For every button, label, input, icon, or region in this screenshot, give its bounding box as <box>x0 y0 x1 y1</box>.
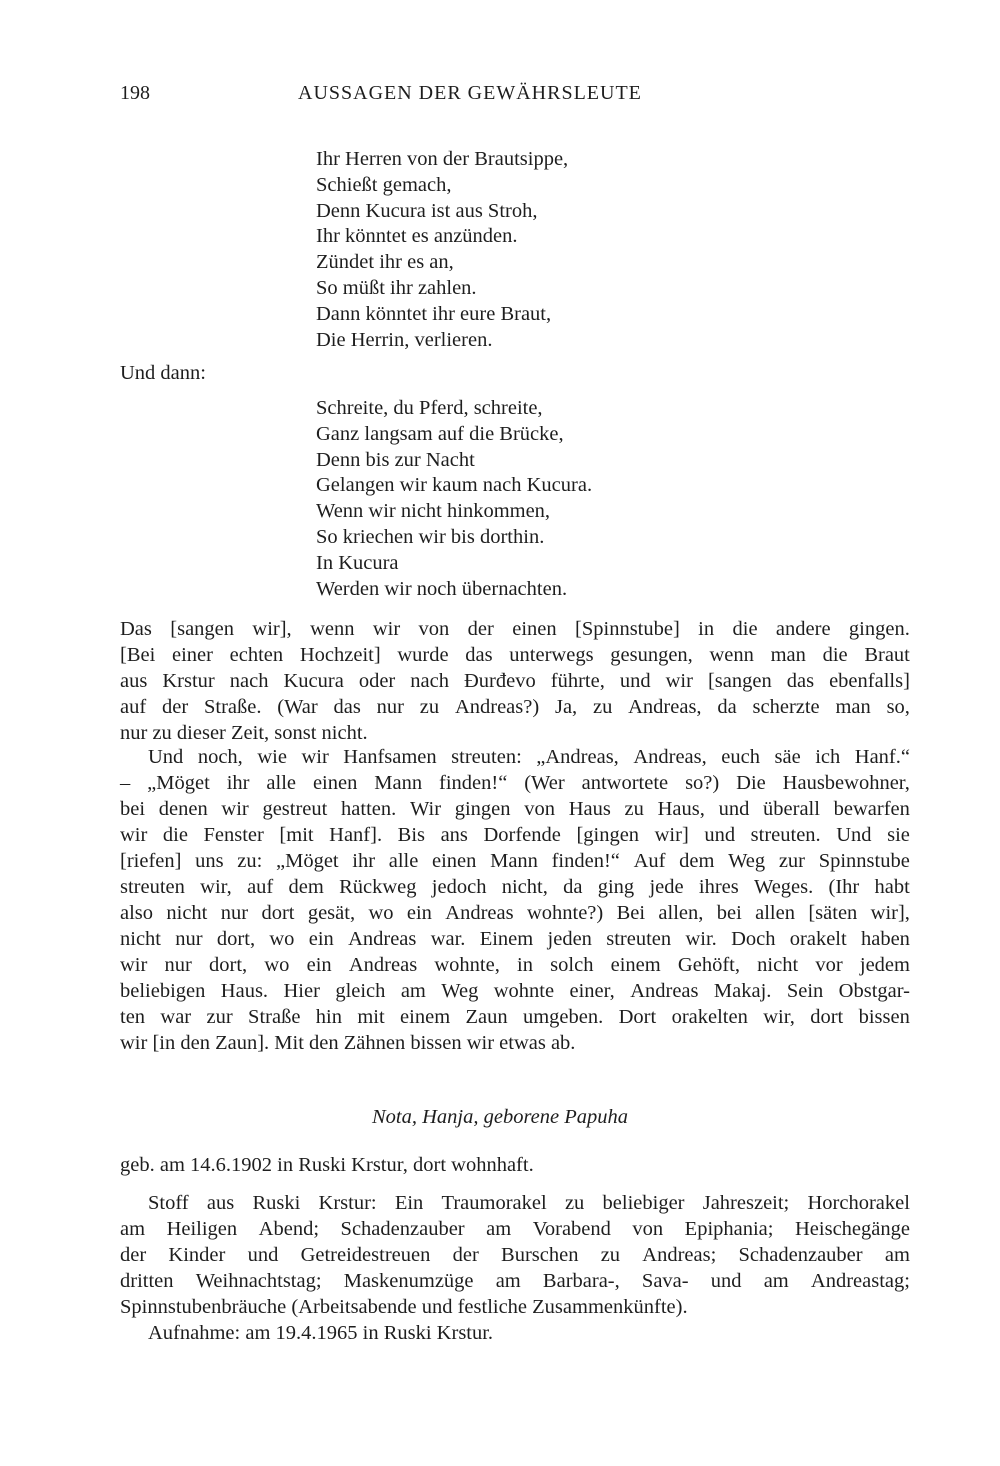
text-line: auf der Straße. (War das nur zu Andreas?) Ja, zu Andreas, da scherzte man so, <box>120 696 910 718</box>
paragraph <box>120 1190 910 1320</box>
verse-line: Ganz langsam auf die Brücke, <box>316 422 564 445</box>
text-line: wir nur dort, wo ein Andreas wohnte, in solch einem Gehöft, nicht vor jedem <box>120 954 910 976</box>
paragraph <box>120 616 910 746</box>
verse-line: Wenn wir nicht hinkommen, <box>316 500 551 523</box>
text-line: der Kinder und Getreidestreuen der Burschen zu Andreas; Schadenzauber am <box>120 1244 910 1266</box>
verse-line: Ihr könntet es anzünden. <box>316 225 518 248</box>
text-line: Spinnstubenbräuche (Arbeitsabende und festliche Zusammenkünfte). <box>120 1296 688 1318</box>
verse-block <box>316 147 568 353</box>
text-line: – „Möget ihr alle einen Mann finden!“ (Wer antwortete so?) Die Hausbewohner, <box>120 772 910 794</box>
text-line: Das [sangen wir], wenn wir von der einen [Spinnstube] in die andere gingen. <box>120 618 910 640</box>
text-line: nicht nur dort, wo ein Andreas war. Einem jeden streuten wir. Doch orakelt haben <box>120 928 910 950</box>
verse-line: So kriechen wir bis dorthin. <box>316 525 545 548</box>
verse-line: Schreite, du Pferd, schreite, <box>316 397 543 419</box>
text-line: wir [in den Zaun]. Mit den Zähnen bissen wir etwas ab. <box>120 1032 576 1054</box>
page-header <box>120 82 880 112</box>
verse-intro-line: Und dann: <box>120 362 206 384</box>
text-line: bei denen wir gestreut hatten. Wir gingen von Haus zu Haus, und überall bewarfen <box>120 798 910 820</box>
verse-line: Schießt gemach, <box>316 173 452 196</box>
verse-line: Ihr Herren von der Brautsippe, <box>316 148 569 170</box>
text-line: wir die Fenster [mit Hanf]. Bis ans Dorfende [gingen wir] und streuten. Und sie <box>120 824 910 846</box>
text-line: beliebigen Haus. Hier gleich am Weg wohnte einer, Andreas Makaj. Sein Obstgar- <box>120 980 910 1002</box>
text-line: Und noch, wie wir Hanfsamen streuten: „Andreas, Andreas, euch säe ich Hanf.“ <box>148 746 910 768</box>
verse-line: Werden wir noch übernachten. <box>316 577 568 600</box>
verse-line: Die Herrin, verlieren. <box>316 328 493 351</box>
verse-line: Dann könntet ihr eure Braut, <box>316 302 552 325</box>
text-line: Stoff aus Ruski Krstur: Ein Traumorakel zu beliebiger Jahreszeit; Horchorakel <box>148 1192 910 1214</box>
text-line: nur zu dieser Zeit, sonst nicht. <box>120 722 368 744</box>
verse-line: In Kucura <box>316 551 399 574</box>
verse-block <box>316 396 592 602</box>
verse-line: Denn Kucura ist aus Stroh, <box>316 199 538 222</box>
section-heading: Nota, Hanja, geborene Papuha <box>371 1106 629 1128</box>
running-title: AUSSAGEN DER GEWÄHRSLEUTE <box>298 82 642 104</box>
text-line: also nicht nur dort gesät, wo ein Andreas wohnte?) Bei allen, bei allen [säten wir], <box>120 902 910 924</box>
text-line: aus Krstur nach Kucura oder nach Đurđevo führte, und wir [sangen das ebenfalls] <box>120 670 910 692</box>
text-line: [riefen] uns zu: „Möget ihr alle einen Mann finden!“ Auf dem Weg zur Spinnstube <box>120 850 910 872</box>
verse-line: Zündet ihr es an, <box>316 251 454 274</box>
recording-line: Aufnahme: am 19.4.1965 in Ruski Krstur. <box>148 1322 494 1344</box>
text-line: ten war zur Straße hin mit einem Zaun umgeben. Dort orakelten wir, dort bissen <box>120 1006 910 1028</box>
text-line: [Bei einer echten Hochzeit] wurde das unterwegs gesungen, wenn man die Braut <box>120 644 910 666</box>
paragraph <box>120 744 910 1056</box>
text-line: am Heiligen Abend; Schadenzauber am Vorabend von Epiphania; Heischegänge <box>120 1218 910 1240</box>
biography-line: geb. am 14.6.1902 in Ruski Krstur, dort wohnhaft. <box>120 1154 534 1176</box>
text-line: streuten wir, auf dem Rückweg jedoch nicht, da ging jede ihres Weges. (Ihr habt <box>120 876 910 898</box>
text-line: dritten Weihnachtstag; Maskenumzüge am Barbara-, Sava- und am Andreastag; <box>120 1270 910 1292</box>
page-number: 198 <box>120 82 150 104</box>
verse-line: Denn bis zur Nacht <box>316 448 475 471</box>
verse-line: So müßt ihr zahlen. <box>316 276 477 299</box>
verse-line: Gelangen wir kaum nach Kucura. <box>316 474 593 497</box>
